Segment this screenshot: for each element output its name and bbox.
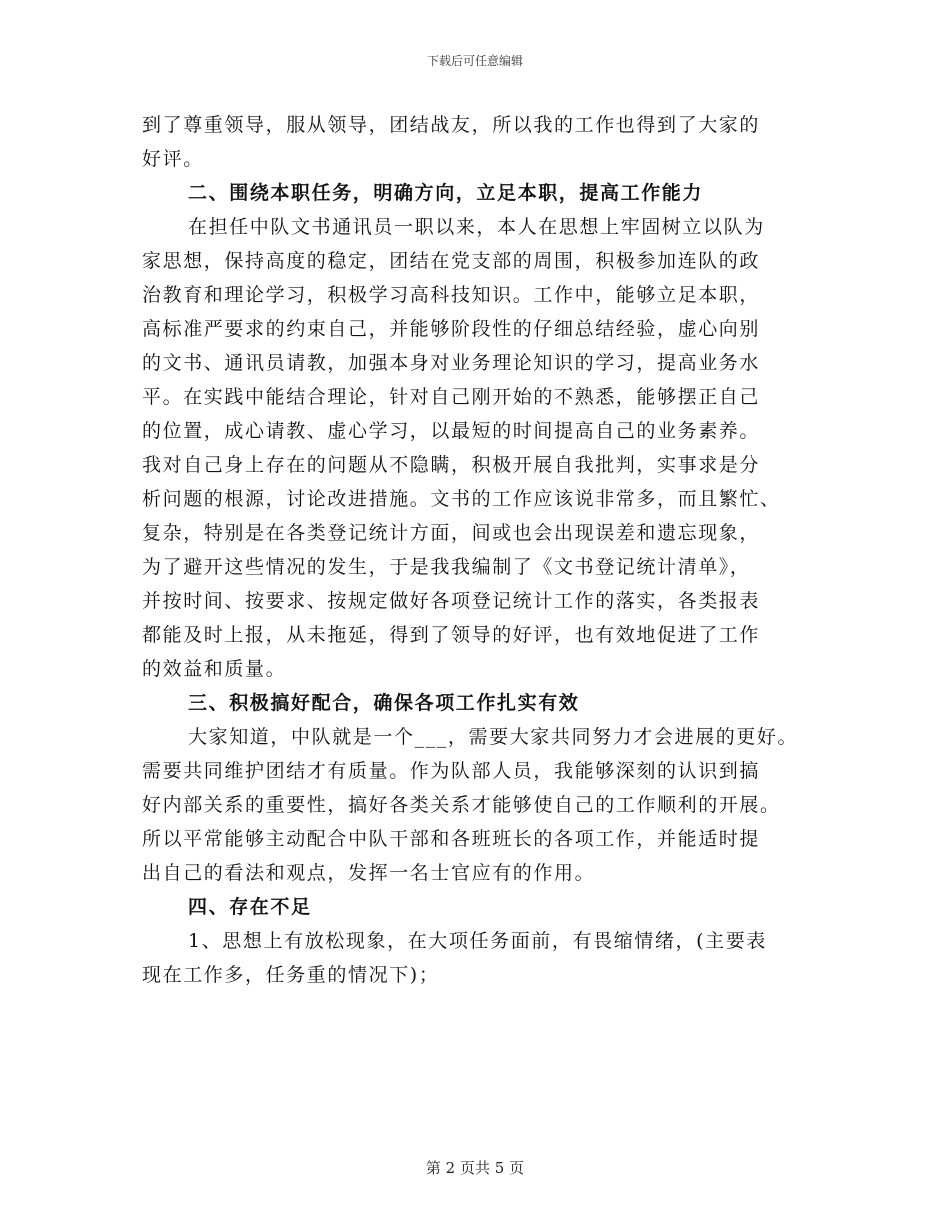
text-line: 的文书、通讯员请教，加强本身对业务理论知识的学习，提高业务水: [142, 352, 761, 374]
text-line: 需要共同维护团结才有质量。作为队部人员，我能够深刻的认识到搞: [142, 760, 761, 782]
text-line: 高标准严要求的约束自己，并能够阶段性的仔细总结经验，虚心向别: [142, 318, 761, 340]
text-line: 家思想，保持高度的稳定，团结在党支部的周围，积极参加连队的政: [142, 250, 761, 272]
page-footer: 第 2 页共 5 页: [425, 1159, 525, 1177]
text-line: 平。在实践中能结合理论，针对自己刚开始的不熟悉，能够摆正自己: [142, 386, 761, 408]
text-line: 并按时间、按要求、按规定做好各项登记统计工作的落实，各类报表: [142, 590, 761, 612]
text-line: 复杂，特别是在各类登记统计方面，间或也会出现误差和遗忘现象，: [142, 522, 761, 544]
document-body: [142, 108, 822, 992]
text-line: 到了尊重领导，服从领导，团结战友，所以我的工作也得到了大家的: [142, 114, 761, 136]
text-line: 治教育和理论学习，积极学习高科技知识。工作中，能够立足本职，: [142, 284, 761, 306]
text-line: 好内部关系的重要性，搞好各类关系才能够使自己的工作顺利的开展。: [142, 794, 781, 816]
section-heading: 二、围绕本职任务，明确方向，立足本职，提高工作能力: [188, 182, 704, 204]
section-heading: 四、存在不足: [188, 896, 312, 918]
text-line: 在担任中队文书通讯员一职以来，本人在思想上牢固树立以队为: [188, 216, 765, 238]
text-line: 我对自己身上存在的问题从不隐瞒，积极开展自我批判，实事求是分: [142, 454, 761, 476]
text-line: 大家知道，中队就是一个___，需要大家共同努力才会进展的更好。: [188, 726, 799, 748]
text-line: 都能及时上报，从未拖延，得到了领导的好评，也有效地促进了工作: [142, 624, 761, 646]
text-line: 所以平常能够主动配合中队干部和各班班长的各项工作，并能适时提: [142, 828, 761, 850]
text-line: 的位置，成心请教、虚心学习，以最短的时间提高自己的业务素养。: [142, 420, 761, 442]
text-line: 的效益和质量。: [142, 658, 287, 680]
text-line: 出自己的看法和观点，发挥一名士官应有的作用。: [142, 862, 596, 884]
page-header: 下载后可任意编辑: [426, 54, 523, 68]
section-heading: 三、积极搞好配合，确保各项工作扎实有效: [188, 692, 580, 714]
text-line: 析问题的根源，讨论改进措施。文书的工作应该说非常多，而且繁忙、: [142, 488, 781, 510]
text-line: 1、思想上有放松现象，在大项任务面前，有畏缩情绪，(主要表: [188, 930, 767, 952]
text-line: 好评。: [142, 148, 204, 170]
text-line: 现在工作多，任务重的情况下)；: [142, 964, 440, 986]
text-line: 为了避开这些情况的发生，于是我我编制了《文书登记统计清单》，: [142, 556, 751, 578]
